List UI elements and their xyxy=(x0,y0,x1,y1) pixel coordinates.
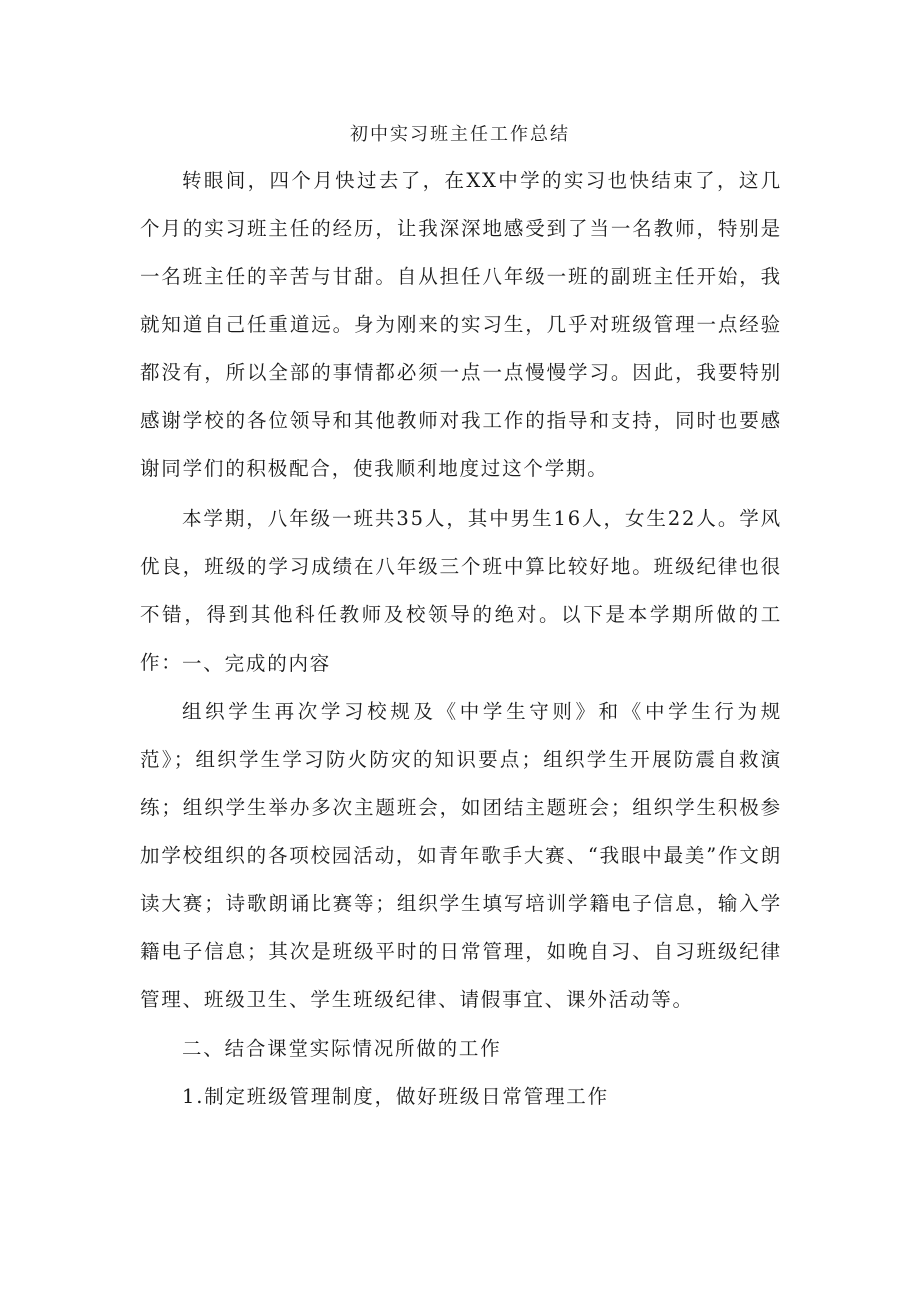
paragraph-section1-body: 组织学生再次学习校规及《中学生守则》和《中学生行为规范》；组织学生学习防火防灾的知识要点；组织学生开展防震自救演练；组织学生举办多次主题班会，如团结主题班会；组织学生积极参加学校组织的各项校园活动，如青年歌手大赛、“我眼中最美”作文朗读大赛；诗歌朗诵比赛等；组织学生填写培训学籍电子信息，输入学籍电子信息；其次是班级平时的日常管理，如晚自习、自习班级纪律管理、班级卫生、学生班级纪律、请假事宜、课外活动等。 xyxy=(140,700,782,1011)
section2-item1: 1.制定班级管理制度，做好班级日常管理工作 xyxy=(182,1085,609,1108)
section2-heading: 二、结合课堂实际情况所做的工作 xyxy=(182,1037,502,1060)
paragraph-intro: 转眼间，四个月快过去了，在XX中学的实习也快结束了，这几个月的实习班主任的经历，让我深深地感受到了当一名教师，特别是一名班主任的辛苦与甘甜。自从担任八年级一班的副班主任开始，我就知道自己任重道远。身为刚来的实习生，几乎对班级管理一点经验都没有，所以全部的事情都必须一点一点慢慢学习。因此，我要特别感谢学校的各位领导和其他教师对我工作的指导和支持，同时也要感谢同学们的积极配合，使我顺利地度过这个学期。 xyxy=(140,169,782,480)
document-title: 初中实习班主任工作总结 xyxy=(350,124,570,145)
paragraph-class-info: 本学期，八年级一班共35人，其中男生16人，女生22人。学风优良，班级的学习成绩在八年级三个班中算比较好地。班级纪律也很不错，得到其他科任教师及校领导的绝对。以下是本学期所做的工作： xyxy=(140,507,782,674)
section1-heading: 一、完成的内容 xyxy=(182,652,332,675)
